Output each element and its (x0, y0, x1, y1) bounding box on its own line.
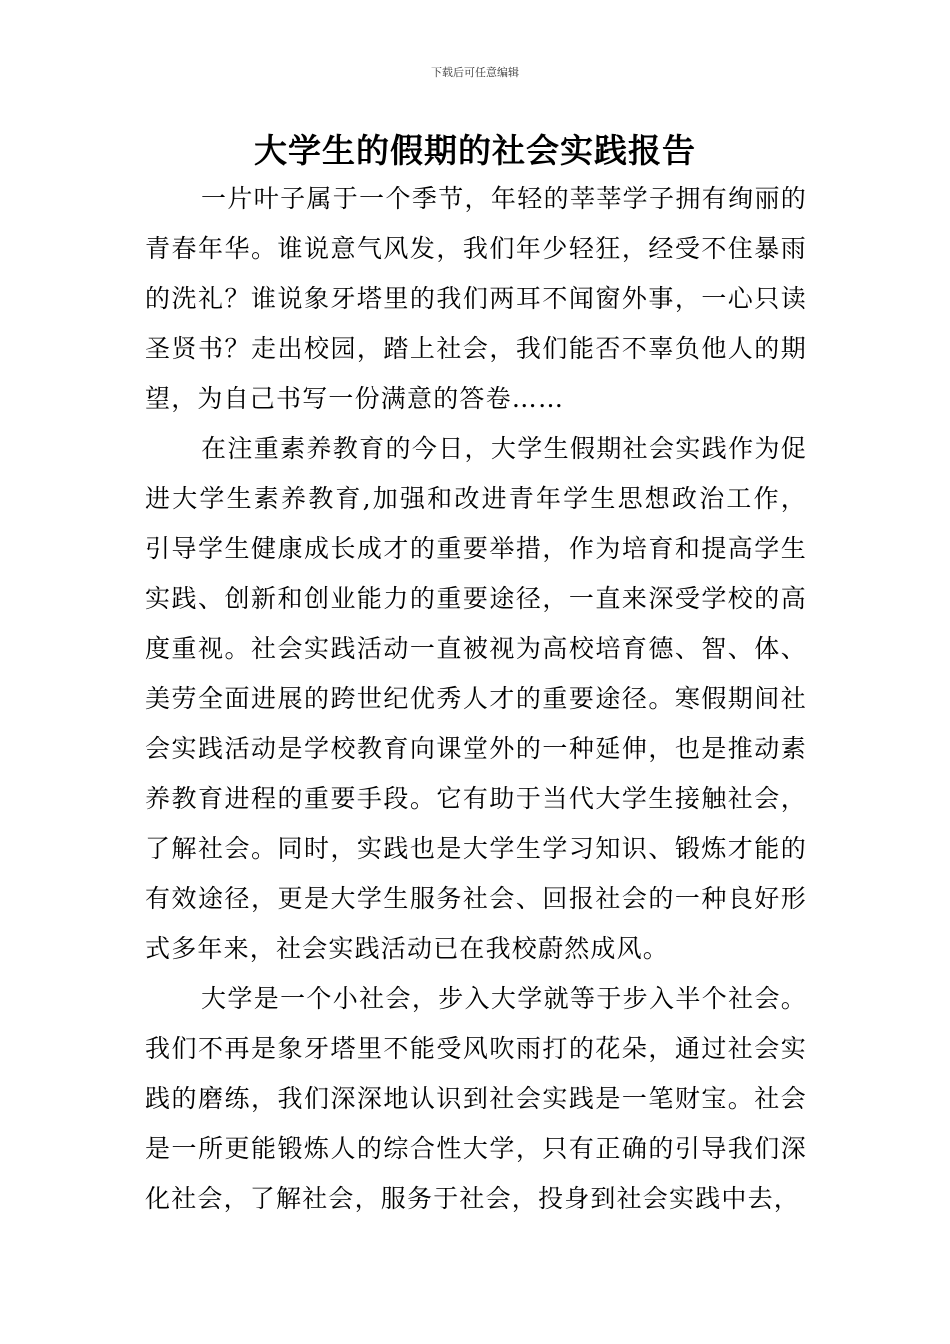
paragraph-2: 在注重素养教育的今日，大学生假期社会实践作为促进大学生素养教育,加强和改进青年学生思想政治工作，引导学生健康成长成才的重要举措，作为培育和提高学生实践、创新和创业能力的重要途径，一直来深受学校的高度重视。社会实践活动一直被视为高校培育德、智、体、美劳全面进展的跨世纪优秀人才的重要途径。寒假期间社会实践活动是学校教育向课堂外的一种延伸，也是推动素养教育进程的重要手段。它有助于当代大学生接触社会，了解社会。同时，实践也是大学生学习知识、锻炼才能的有效途径，更是大学生服务社会、回报社会的一种良好形式多年来，社会实践活动已在我校蔚然成风。 (145, 434, 807, 963)
document-body (145, 174, 807, 1224)
paragraph-1: 一片叶子属于一个季节，年轻的莘莘学子拥有绚丽的青春年华。谁说意气风发，我们年少轻狂，经受不住暴雨的洗礼？谁说象牙塔里的我们两耳不闻窗外事，一心只读圣贤书？走出校园，踏上社会，我们能否不辜负他人的期望，为自己书写一份满意的答卷…… (145, 184, 807, 413)
paragraph-3: 大学是一个小社会，步入大学就等于步入半个社会。我们不再是象牙塔里不能受风吹雨打的花朵，通过社会实践的磨练，我们深深地认识到社会实践是一笔财宝。社会是一所更能锻炼人的综合性大学，只有正确的引导我们深化社会，了解社会，服务于社会，投身到社会实践中去， (145, 984, 807, 1213)
document-title: 大学生的假期的社会实践报告 (254, 131, 696, 170)
header-note: 下载后可任意编辑 (431, 66, 519, 79)
